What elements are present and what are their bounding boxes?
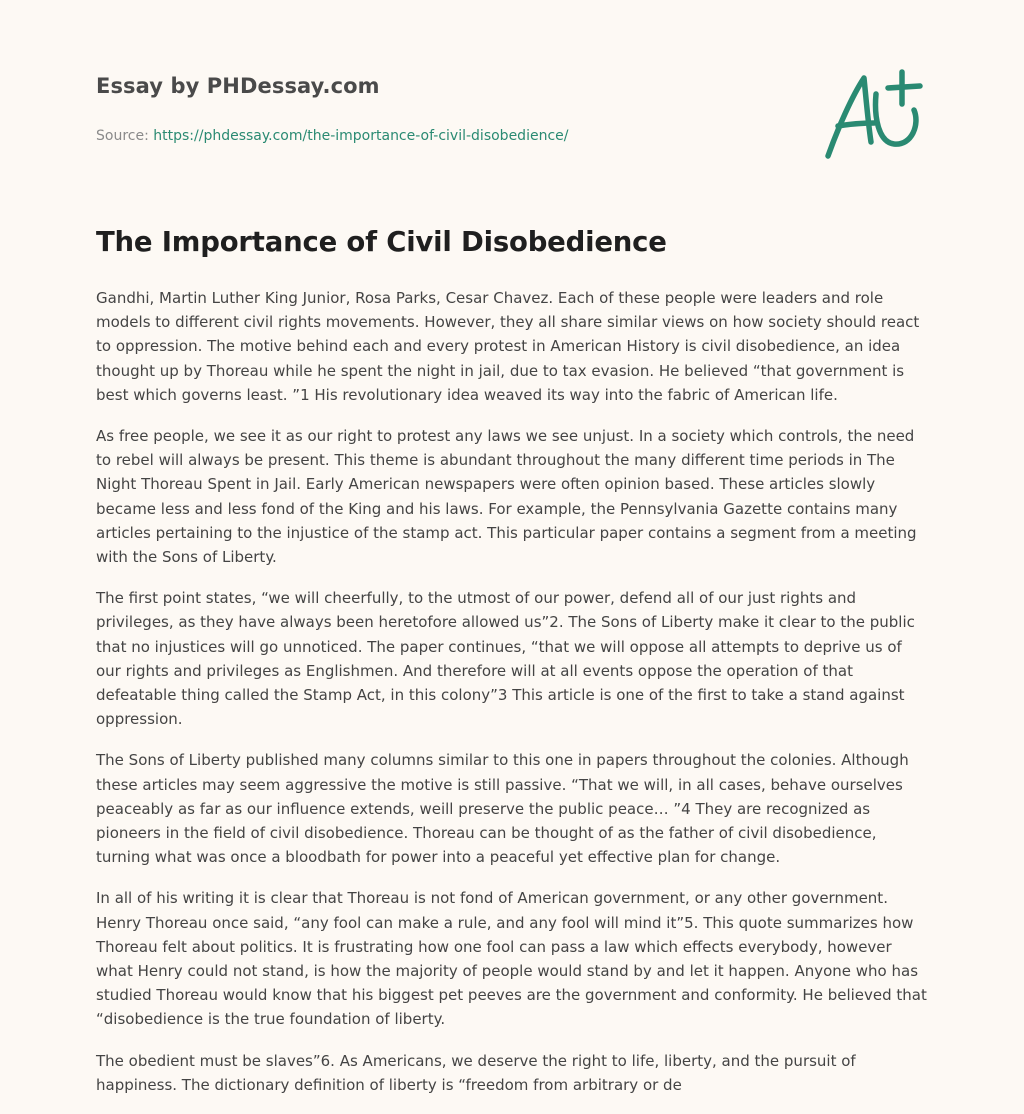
brand-title: Essay by PHDessay.com	[96, 74, 380, 98]
source-link[interactable]: https://phdessay.com/the-importance-of-civil-disobedience/	[153, 128, 569, 144]
a-plus-grade-icon	[818, 66, 930, 166]
page-header	[96, 74, 796, 144]
essay-paragraph: In all of his writing it is clear that Thoreau is not fond of American government, or any other government. Henry Thoreau once said, “any fool can make a rule, and any fool will mind it”5. This quote summarizes how Thoreau felt about politics. It is frustrating how one fool can pass a law which effects everybody, however what Henry could not stand, is how the majority of people would stand by and let it happen. Anyone who has studied Thoreau would know that his biggest pet peeves are the government and conformity. He believed that “disobedience is the true foundation of liberty.	[96, 889, 927, 1029]
essay-body	[96, 286, 930, 1114]
essay-paragraph: Gandhi, Martin Luther King Junior, Rosa Parks, Cesar Chavez. Each of these people were leaders and role models to different civil rights movements. However, they all share similar views on how society should react to oppression. The motive behind each and every protest in American History is civil disobedience, an idea thought up by Thoreau while he spent the night in jail, due to tax evasion. He believed “that government is best which governs least. ”1 His revolutionary idea weaved its way into the fabric of American life.	[96, 289, 920, 404]
essay-paragraph: The first point states, “we will cheerfully, to the utmost of our power, defend all of our just rights and privileges, as they have always been heretofore allowed us”2. The Sons of Liberty make it clear to the public that no injustices will go unnoticed. The paper continues, “that we will oppose all attempts to deprive us of our rights and privileges as Englishmen. And therefore will at all events oppose the operation of that defeatable thing called the Stamp Act, in this colony”3 This article is one of the first to take a stand against oppression.	[96, 589, 915, 729]
essay-paragraph: As free people, we see it as our right to protest any laws we see unjust. In a society which controls, the need to rebel will always be present. This theme is abundant throughout the many different time periods in The Night Thoreau Spent in Jail. Early American newspapers were often opinion based. These articles slowly became less and less fond of the King and his laws. For example, the Pennsylvania Gazette contains many articles pertaining to the injustice of the stamp act. This particular paper contains a segment from a meeting with the Sons of Liberty.	[96, 427, 917, 567]
essay-paragraph: The obedient must be slaves”6. As Americans, we deserve the right to life, liberty, and the pursuit of happiness. The dictionary definition of liberty is “freedom from arbitrary or de	[96, 1051, 856, 1094]
source-line	[96, 128, 796, 144]
essay-paragraph: The Sons of Liberty published many columns similar to this one in papers throughout the colonies. Although these articles may seem aggressive the motive is still passive. “That we will, in all cases, behave ourselves peaceably as far as our influence extends, weill preserve the public peace… ”4 They are recognized as pioneers in the field of civil disobedience. Thoreau can be thought of as the father of civil disobedience, turning what was once a bloodbath for power into a peaceful yet effective plan for change.	[96, 751, 909, 867]
essay-title: The Importance of Civil Disobedience	[96, 226, 667, 258]
source-label: Source:	[96, 128, 154, 144]
